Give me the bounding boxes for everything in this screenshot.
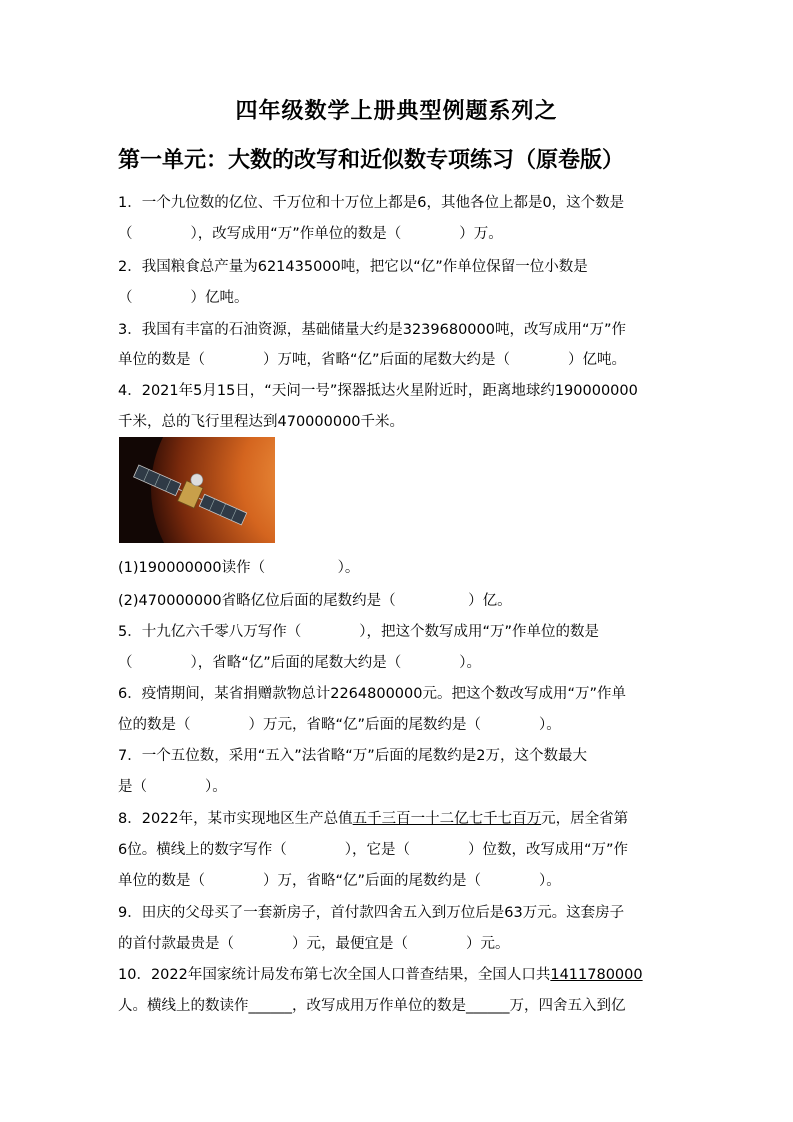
q4-sub1: (1)190000000读作（ ）。 — [118, 560, 360, 576]
mars-probe-image — [119, 437, 275, 543]
q4-line2: 千米，总的飞行里程达到470000000千米。 — [118, 414, 405, 430]
q6-line2: 位的数是（ ）万元，省略“亿”后面的尾数约是（ ）。 — [118, 717, 561, 733]
q1-line1: 1．一个九位数的亿位、千万位和十万位上都是6，其他各位上都是0，这个数是 — [118, 195, 625, 211]
q7-line1: 7．一个五位数，采用“五入”法省略“万”后面的尾数约是2万，这个数最大 — [118, 748, 587, 764]
q6-line1: 6．疫情期间，某省捐赠款物总计2264800000元。把这个数改写成用“万”作单 — [118, 686, 627, 702]
q8-line3: 单位的数是（ ）万，省略“亿”后面的尾数约是（ ）。 — [118, 873, 561, 889]
q5-line2: （ ），省略“亿”后面的尾数大约是（ ）。 — [118, 655, 482, 671]
q9-line1: 9．田庆的父母买了一套新房子，首付款四舍五入到万位后是63万元。这套房子 — [118, 905, 625, 921]
q10-underlined-number: 1411780000 — [550, 967, 643, 983]
q10-line2: 人。横线上的数读作______，改写成用万作单位的数是______万，四舍五入到亿 — [118, 998, 626, 1014]
page-title: 四年级数学上册典型例题系列之 — [235, 99, 558, 124]
q10-line1 — [118, 963, 643, 984]
q2-line1: 2．我国粮食总产量为621435000吨，把它以“亿”作单位保留一位小数是 — [118, 259, 588, 275]
q8-text-post: 元，居全省第 — [541, 811, 629, 827]
q4-line1: 4．2021年5月15日，“天问一号”探器抵达火星附近时，距离地球约190000000 — [118, 383, 638, 399]
q9-line2: 的首付款最贵是（ ）元，最便宜是（ ）元。 — [118, 936, 510, 952]
q3-line1: 3．我国有丰富的石油资源，基础储量大约是3239680000吨，改写成用“万”作 — [118, 322, 627, 338]
q2-line2: （ ）亿吨。 — [118, 290, 249, 306]
page-subtitle: 第一单元：大数的改写和近似数专项练习（原卷版） — [118, 148, 625, 173]
q7-line2: 是（ ）。 — [118, 779, 227, 795]
q8-underlined-number: 五千三百一十二亿七千七百万 — [352, 811, 542, 827]
q8-line2: 6位。横线上的数字写作（ ），它是（ ）位数，改写成用“万”作 — [118, 842, 628, 858]
q5-line1: 5．十九亿六千零八万写作（ ），把这个数写成用“万”作单位的数是 — [118, 624, 599, 640]
q1-line2: （ ），改写成用“万”作单位的数是（ ）万。 — [118, 226, 503, 242]
q4-sub2: (2)470000000省略亿位后面的尾数约是（ ）亿。 — [118, 593, 512, 609]
q8-line1 — [118, 807, 628, 828]
q3-line2: 单位的数是（ ）万吨，省略“亿”后面的尾数大约是（ ）亿吨。 — [118, 352, 627, 368]
q10-text-pre: 10．2022年国家统计局发布第七次全国人口普查结果，全国人口共 — [118, 967, 551, 983]
q8-text-pre: 8．2022年，某市实现地区生产总值 — [118, 811, 353, 827]
mars-probe-illustration — [119, 437, 275, 543]
